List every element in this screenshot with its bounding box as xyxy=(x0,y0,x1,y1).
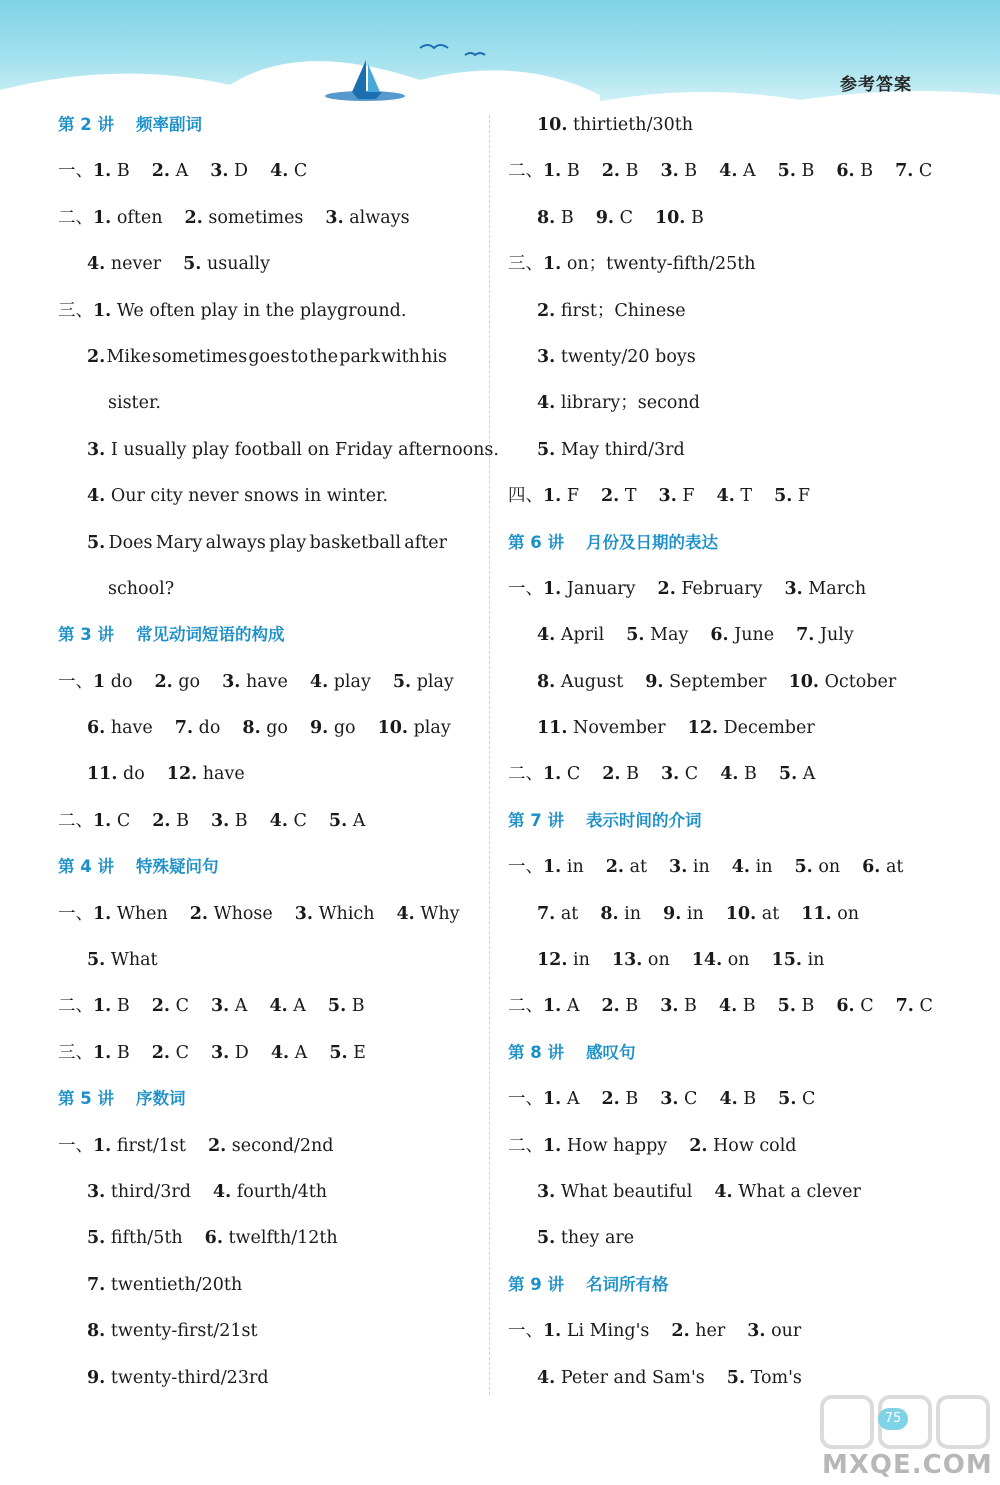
answer-line xyxy=(58,989,478,1035)
answer-item: 12. have xyxy=(166,764,245,785)
answer-item: 7. C xyxy=(895,161,933,182)
part-prefix: 三、 xyxy=(508,254,543,275)
answer-item: 7. C xyxy=(895,996,933,1017)
answer-line xyxy=(58,1036,478,1082)
answer-line xyxy=(508,247,928,293)
answer-item: 12. December xyxy=(687,718,815,739)
section-heading xyxy=(508,1268,928,1314)
answer-item: 4. April xyxy=(537,625,605,646)
answer-item: 1. on；twenty-fifth/25th xyxy=(543,254,756,275)
answer-item: 12. in xyxy=(537,950,590,971)
part-prefix: 二、 xyxy=(508,764,543,785)
page-number: 75 xyxy=(878,1408,908,1430)
answer-item: 3. March xyxy=(784,578,867,599)
answer-item: 5. B xyxy=(327,996,365,1017)
answer-word: always xyxy=(205,532,266,553)
answer-line xyxy=(508,154,933,200)
answer-line xyxy=(508,433,928,479)
answer-item: 1. first/1st xyxy=(93,1135,186,1156)
answer-item: 1. B xyxy=(93,996,130,1017)
answer-item: 3. B xyxy=(210,810,248,831)
part-prefix: 二、 xyxy=(508,161,543,182)
section-heading xyxy=(508,1036,928,1082)
answer-item: 4. B xyxy=(720,764,757,785)
answer-item: 3. A xyxy=(210,996,248,1017)
answer-line xyxy=(508,757,928,803)
part-prefix: 一、 xyxy=(58,1135,93,1156)
section-number: 第 8 讲 xyxy=(508,1042,564,1062)
answer-item: 2. first；Chinese xyxy=(537,300,686,321)
answer-line xyxy=(508,943,928,989)
answer-item: 6. have xyxy=(87,718,153,739)
section-number: 第 3 讲 xyxy=(58,625,114,645)
part-prefix: 一、 xyxy=(508,578,543,599)
answer-line xyxy=(508,479,928,525)
answer-word: goes xyxy=(248,346,290,367)
answer-item: sister. xyxy=(108,393,161,414)
answer-line xyxy=(508,572,928,618)
answer-item: 9. twenty-third/23rd xyxy=(87,1367,269,1388)
answer-item: 6. B xyxy=(836,161,874,182)
answer-item: 4. What a clever xyxy=(714,1181,861,1202)
answer-item: 9. go xyxy=(309,718,356,739)
answer-item: 2. B xyxy=(601,996,639,1017)
answer-line xyxy=(508,1129,928,1175)
answer-word: with xyxy=(381,346,420,367)
answer-line xyxy=(58,1268,478,1314)
answer-line xyxy=(508,711,928,757)
answer-item: 3. have xyxy=(222,671,288,692)
section-number: 第 6 讲 xyxy=(508,532,564,552)
answer-item: 2. second/2nd xyxy=(207,1135,334,1156)
answer-line xyxy=(508,618,928,664)
answer-item: 1. When xyxy=(93,903,168,924)
answer-item: 5. C xyxy=(778,1089,816,1110)
answer-item: 2. B xyxy=(152,810,189,831)
answer-line xyxy=(58,294,478,340)
answer-item: 11. on xyxy=(801,903,860,924)
answer-item: 1. F xyxy=(543,486,579,507)
part-prefix: 三、 xyxy=(58,1042,93,1063)
answer-item: 4. play xyxy=(309,671,371,692)
answer-item: 5. B xyxy=(777,996,815,1017)
answer-item: 1. B xyxy=(93,1042,130,1063)
answer-word: Does xyxy=(108,532,153,553)
watermark-text: MXQE.COM xyxy=(822,1450,993,1480)
answer-item: 9. September xyxy=(645,671,767,692)
answer-item: 4. C xyxy=(270,161,308,182)
section-heading xyxy=(58,850,478,896)
answer-item: 5. B xyxy=(777,161,815,182)
answer-line xyxy=(508,897,928,943)
section-number: 第 4 讲 xyxy=(58,857,114,877)
section-heading xyxy=(508,526,928,572)
answer-item: 7. July xyxy=(796,625,854,646)
answer-line xyxy=(58,526,478,572)
section-number: 第 9 讲 xyxy=(508,1274,564,1294)
section-number: 第 7 讲 xyxy=(508,810,564,830)
answer-item: 2. go xyxy=(154,671,201,692)
answer-word: his xyxy=(421,346,447,367)
section-heading xyxy=(58,1082,478,1128)
answer-item: 1. How happy xyxy=(543,1135,668,1156)
answer-item: 3. B xyxy=(660,996,697,1017)
answer-line xyxy=(508,989,933,1035)
answer-line xyxy=(508,294,928,340)
answer-item: 3. Which xyxy=(294,903,375,924)
answer-item: 2. B xyxy=(601,161,639,182)
part-prefix: 四、 xyxy=(508,486,543,507)
answer-word: park xyxy=(339,346,380,367)
answer-item: 10. play xyxy=(377,718,451,739)
answer-item: 15. in xyxy=(771,950,825,971)
right-column xyxy=(508,108,933,1407)
answer-item: 2. T xyxy=(601,486,637,507)
section-title: 特殊疑问句 xyxy=(135,857,219,877)
answer-item: 2. her xyxy=(671,1321,726,1342)
answer-item: 2. at xyxy=(605,857,648,878)
answer-item: 4. C xyxy=(269,810,307,831)
answer-item: 4. in xyxy=(731,857,773,878)
answer-item: 3. third/3rd xyxy=(87,1181,191,1202)
part-prefix: 二、 xyxy=(508,996,543,1017)
answer-item: 5. fifth/5th xyxy=(87,1228,183,1249)
answer-item: 2. sometimes xyxy=(184,207,304,228)
answer-item: 4. A xyxy=(270,1042,308,1063)
answer-item: 13. on xyxy=(611,950,670,971)
answer-line xyxy=(508,850,928,896)
answer-word: 5. xyxy=(87,532,106,553)
answer-item: 3. What beautiful xyxy=(537,1181,693,1202)
answer-word: the xyxy=(309,346,339,367)
answer-item: 10. B xyxy=(654,207,704,228)
answer-item: 4. fourth/4th xyxy=(212,1181,328,1202)
answer-line xyxy=(508,386,928,432)
part-prefix: 二、 xyxy=(58,810,93,831)
left-column xyxy=(58,108,499,1407)
section-title: 感叹句 xyxy=(585,1042,636,1062)
header-title: 参考答案 xyxy=(840,75,912,95)
answer-item: 1. often xyxy=(93,207,163,228)
answer-line xyxy=(58,340,478,386)
part-prefix: 一、 xyxy=(508,1321,543,1342)
answer-item: 7. at xyxy=(537,903,579,924)
answer-item: 5. they are xyxy=(537,1228,635,1249)
part-prefix: 二、 xyxy=(508,1135,543,1156)
column-divider xyxy=(489,115,490,1395)
answer-item: 5. A xyxy=(328,810,366,831)
answer-item: 5. on xyxy=(794,857,841,878)
answer-item: 8. B xyxy=(537,207,574,228)
answer-item: 5. usually xyxy=(183,254,270,275)
answer-item: 5. A xyxy=(778,764,816,785)
answer-item: 9. in xyxy=(663,903,704,924)
section-number: 第 5 讲 xyxy=(58,1089,114,1109)
answer-word: 2. xyxy=(87,346,106,367)
answer-item: 10. at xyxy=(725,903,780,924)
answer-item: 2. A xyxy=(151,161,189,182)
answer-item: 6. at xyxy=(862,857,904,878)
answer-item: 1. Li Ming's xyxy=(543,1321,650,1342)
answer-item: 5. E xyxy=(329,1042,366,1063)
answer-line xyxy=(58,1221,478,1267)
answer-item: 7. twentieth/20th xyxy=(87,1274,243,1295)
answer-word: play xyxy=(269,532,307,553)
answer-word: Mary xyxy=(155,532,203,553)
answer-item: 2. B xyxy=(601,1089,639,1110)
answer-item: 4. never xyxy=(87,254,162,275)
answer-word: sometimes xyxy=(152,346,248,367)
section-number: 第 2 讲 xyxy=(58,115,114,134)
part-prefix: 一、 xyxy=(508,1089,543,1110)
answer-line xyxy=(58,897,478,943)
answer-item: 2. B xyxy=(602,764,639,785)
answer-item: 11. November xyxy=(537,718,666,739)
answer-item: 3. our xyxy=(747,1321,802,1342)
answer-item: 1. B xyxy=(543,161,580,182)
answer-item: 3. always xyxy=(325,207,410,228)
answer-item: 2. C xyxy=(151,1042,189,1063)
answer-line xyxy=(58,572,478,618)
answer-item: 7. do xyxy=(174,718,221,739)
part-prefix: 二、 xyxy=(58,996,93,1017)
answer-item: 6. C xyxy=(836,996,874,1017)
answer-item: 3. D xyxy=(210,1042,249,1063)
answer-item: 8. twenty-first/21st xyxy=(87,1321,258,1342)
answer-item: 3. twenty/20 boys xyxy=(537,346,696,367)
answer-line xyxy=(508,201,928,247)
answer-item: 3. C xyxy=(660,764,699,785)
answer-line xyxy=(58,1175,478,1221)
answer-item: 3. C xyxy=(660,1089,698,1110)
answer-line xyxy=(58,247,478,293)
answer-item: school? xyxy=(108,578,175,599)
answer-line xyxy=(58,665,478,711)
section-title: 表示时间的介词 xyxy=(585,810,702,830)
answer-item: 8. August xyxy=(537,671,624,692)
answer-item: 5. May third/3rd xyxy=(537,439,685,460)
answer-line xyxy=(508,1221,928,1267)
answer-item: 3. I usually play football on Friday afternoons. xyxy=(87,439,499,460)
answer-item: 1. in xyxy=(543,857,584,878)
section-title: 频率副词 xyxy=(135,115,202,134)
answer-item: 3. D xyxy=(210,161,249,182)
answer-item: 5. May xyxy=(626,625,689,646)
answer-line xyxy=(58,479,478,525)
answer-line xyxy=(58,711,478,757)
answer-item: 2. How cold xyxy=(689,1135,797,1156)
answer-line xyxy=(58,201,478,247)
answer-item: 1. We often play in the playground. xyxy=(93,300,407,321)
answer-word: Mike xyxy=(106,346,151,367)
answer-line xyxy=(58,1129,478,1175)
section-title: 月份及日期的表达 xyxy=(585,532,718,552)
answer-line xyxy=(58,154,478,200)
answer-line xyxy=(58,943,478,989)
answer-item: 1. B xyxy=(93,161,130,182)
section-heading xyxy=(508,804,928,850)
answer-item: 6. twelfth/12th xyxy=(204,1228,338,1249)
part-prefix: 一、 xyxy=(58,903,93,924)
answer-line xyxy=(58,1361,478,1407)
answer-item: 4. T xyxy=(716,486,753,507)
answer-item: 9. C xyxy=(595,207,633,228)
answer-line xyxy=(58,433,499,479)
answer-item: 2. C xyxy=(151,996,189,1017)
section-heading xyxy=(58,618,478,664)
header-banner xyxy=(0,0,1000,110)
answer-item: 5. F xyxy=(774,486,811,507)
answer-item: 2. February xyxy=(657,578,763,599)
answer-item: 4. Peter and Sam's xyxy=(537,1367,705,1388)
answer-line xyxy=(508,665,928,711)
answer-line xyxy=(508,1082,928,1128)
answer-item: 4. B xyxy=(719,1089,757,1110)
answer-item: 4. B xyxy=(718,996,756,1017)
part-prefix: 三、 xyxy=(58,300,93,321)
answer-line xyxy=(508,340,928,386)
answer-item: 11. do xyxy=(87,764,145,785)
answer-item: 6. June xyxy=(710,625,775,646)
answer-item: 4. A xyxy=(269,996,306,1017)
section-heading xyxy=(58,108,478,154)
answer-line xyxy=(58,386,478,432)
answer-item: 5. play xyxy=(392,671,454,692)
answer-item: 2. Whose xyxy=(189,903,273,924)
section-title: 名词所有格 xyxy=(585,1274,669,1294)
part-prefix: 一、 xyxy=(508,857,543,878)
answer-item: 1. C xyxy=(543,764,581,785)
answer-item: 4. library；second xyxy=(537,393,700,414)
answer-item: 8. in xyxy=(600,903,642,924)
answer-item: 3. in xyxy=(669,857,710,878)
answer-item: 1. January xyxy=(543,578,636,599)
answer-item: 10. thirtieth/30th xyxy=(537,115,694,135)
answer-line xyxy=(58,1314,478,1360)
answer-line xyxy=(58,804,478,850)
answer-item: 3. B xyxy=(660,161,698,182)
answer-item: 1. C xyxy=(93,810,131,831)
part-prefix: 一、 xyxy=(58,161,93,182)
answer-item: 1 do xyxy=(93,671,133,692)
section-title: 序数词 xyxy=(135,1089,186,1109)
answer-item: 1. A xyxy=(543,996,580,1017)
answer-line xyxy=(508,1314,928,1360)
part-prefix: 一、 xyxy=(58,671,93,692)
answer-word: basketball xyxy=(309,532,402,553)
answer-line xyxy=(508,108,928,154)
answer-item: 4. Why xyxy=(396,903,460,924)
part-prefix: 二、 xyxy=(58,207,93,228)
answer-item: 3. F xyxy=(658,486,695,507)
answer-word: to xyxy=(290,346,309,367)
answer-item: 5. What xyxy=(87,950,158,971)
answer-item: 10. October xyxy=(788,671,897,692)
answer-item: 4. Our city never snows in winter. xyxy=(87,486,389,507)
answer-item: 5. Tom's xyxy=(726,1367,802,1388)
answer-item: 8. go xyxy=(242,718,288,739)
answer-word: after xyxy=(404,532,447,553)
answer-item: 14. on xyxy=(691,950,750,971)
answer-item: 4. A xyxy=(719,161,756,182)
answer-item: 1. A xyxy=(543,1089,580,1110)
answer-line xyxy=(58,757,478,803)
answer-line xyxy=(508,1175,928,1221)
section-title: 常见动词短语的构成 xyxy=(135,625,285,645)
